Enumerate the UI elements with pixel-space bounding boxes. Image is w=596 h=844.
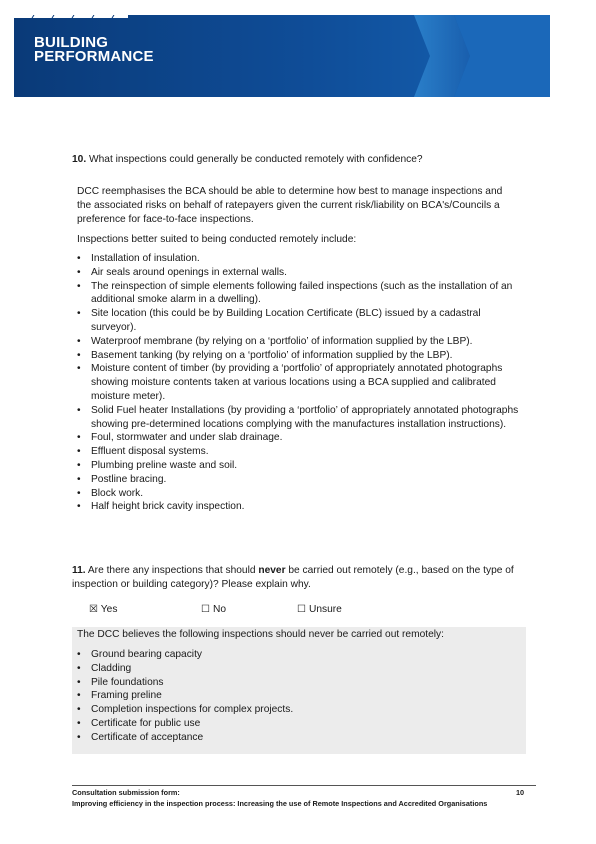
list-item: • Pile foundations <box>77 676 522 690</box>
list-item: • Effluent disposal systems. <box>77 445 522 459</box>
option-no[interactable] <box>201 603 226 616</box>
header-banner <box>14 15 550 97</box>
list-item: • Half height brick cavity inspection. <box>77 500 522 514</box>
question-number: 11. <box>72 565 86 576</box>
question-text-part1: Are there any inspections that should <box>87 565 259 576</box>
option-label: Unsure <box>308 604 342 615</box>
page-number: 10 <box>516 788 525 797</box>
question-text-emphasis: never <box>258 565 286 576</box>
building-performance-logo <box>34 36 154 64</box>
checkbox-checked-icon[interactable]: ☒ <box>89 604 99 615</box>
q11-intro: The DCC believes the following inspections should never be carried out remotely: <box>77 629 444 640</box>
option-yes[interactable] <box>89 603 117 616</box>
list-item: • Air seals around openings in external walls. <box>77 266 522 280</box>
question-10 <box>72 153 522 167</box>
checkbox-icon[interactable]: ☐ <box>201 604 211 615</box>
footer-divider <box>72 785 536 786</box>
logo-line2: PERFORMANCE <box>34 48 154 65</box>
list-item: • Certificate for public use <box>77 717 522 731</box>
option-unsure[interactable] <box>297 603 342 616</box>
q10-paragraph-2: Inspections better suited to being conducted remotely include: <box>77 234 357 245</box>
list-item: • Postline bracing. <box>77 473 522 487</box>
list-item: • Foul, stormwater and under slab drainage. <box>77 431 522 445</box>
list-item: • Block work. <box>77 487 522 501</box>
list-item: • Completion inspections for complex projects. <box>77 703 522 717</box>
list-item: • Framing preline <box>77 689 522 703</box>
question-text: What inspections could generally be conducted remotely with confidence? <box>89 154 423 165</box>
list-item: • The reinspection of simple elements following failed inspections (such as the installation of an additional smoke alarm in a dwelling). <box>77 280 522 308</box>
q10-paragraph-1: DCC reemphasises the BCA should be able to determine how best to manage inspections and the associated risks on behalf of ratepayers given the current risk/liability on BCA's/Councils a preference for face-to-face inspections. <box>77 186 503 225</box>
list-item: • Cladding <box>77 662 522 676</box>
question-number: 10. <box>72 154 87 165</box>
checkbox-icon[interactable]: ☐ <box>297 604 307 615</box>
option-label: Yes <box>100 604 118 615</box>
list-item: • Site location (this could be by Building Location Certificate (BLC) issued by a cadastral surveyor). <box>77 307 522 335</box>
logo-line1: BUILDING <box>34 34 109 51</box>
list-item: • Moisture content of timber (by providing a ‘portfolio’ of appropriately annotated photographs showing moisture contents taken at various locations using a BCA supplied and calibrated moisture meter). <box>77 362 522 403</box>
q11-never-remote-list <box>77 648 522 745</box>
list-item: • Plumbing preline waste and soil. <box>77 459 522 473</box>
footer-label: Consultation submission form: <box>72 788 180 797</box>
list-item: • Basement tanking (by relying on a ‘portfolio’ of information supplied by the LBP). <box>77 349 522 363</box>
option-label: No <box>212 604 227 615</box>
list-item: • Installation of insulation. <box>77 252 522 266</box>
list-item: • Ground bearing capacity <box>77 648 522 662</box>
question-11 <box>72 564 522 592</box>
list-item: • Certificate of acceptance <box>77 731 522 745</box>
logo-dashes-icon <box>14 15 128 18</box>
footer-subtitle: Improving efficiency in the inspection process: Increasing the use of Remote Inspections and Accredited Organisations <box>72 799 488 808</box>
list-item: • Waterproof membrane (by relying on a ‘portfolio’ of information supplied by the LBP). <box>77 335 522 349</box>
q10-inspection-list <box>77 252 522 514</box>
list-item: • Solid Fuel heater Installations (by providing a ‘portfolio’ of appropriately annotated photographs showing pre-determined locations complying with the manufactures installation instructions). <box>77 404 522 432</box>
question-text-part2: be carried out remotely (e.g., based on the type of inspection or building category)? Please explain why. <box>72 565 514 590</box>
